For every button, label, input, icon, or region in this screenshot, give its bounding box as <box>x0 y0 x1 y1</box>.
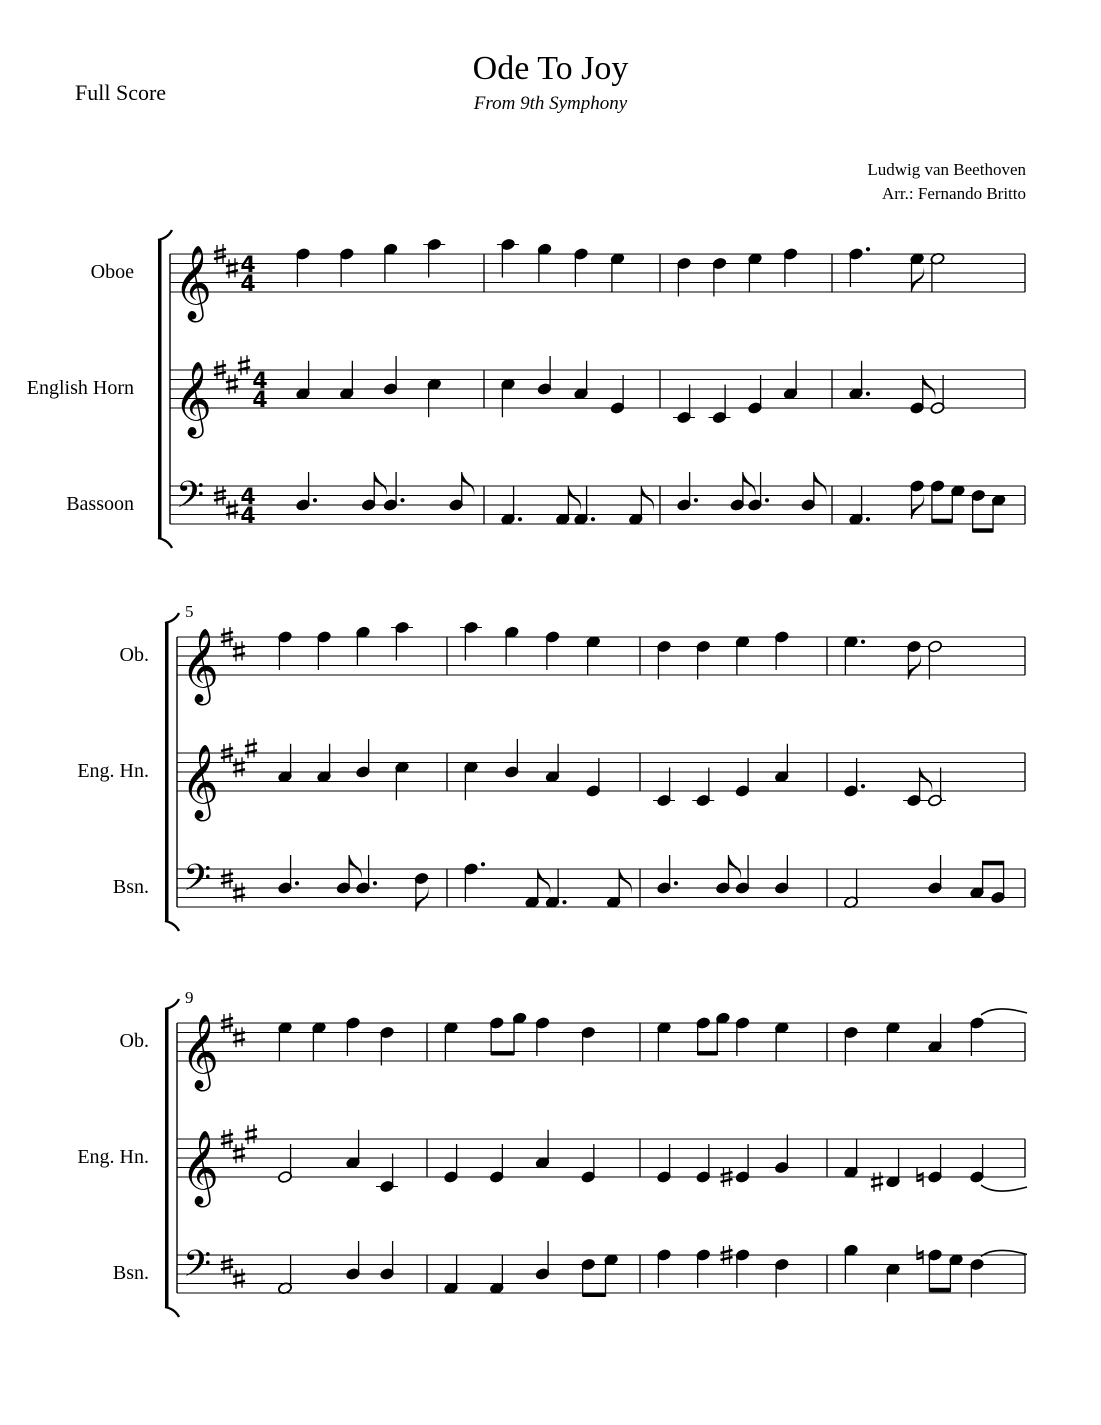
instrument-label: Eng. Hn. <box>77 1146 149 1168</box>
system-bracket <box>158 230 172 240</box>
instrument-label: Bsn. <box>112 876 149 898</box>
key-signature-sharp <box>214 249 226 252</box>
treble-clef-icon: 𝄞 <box>181 1015 219 1089</box>
instrument-label: Ob. <box>119 1030 149 1052</box>
eighth-flag <box>923 375 936 400</box>
treble-clef-icon: 𝄞 <box>181 629 219 703</box>
tie-curve <box>981 1009 1027 1015</box>
key-signature-sharp <box>221 1260 233 1263</box>
time-signature-numerator: 4 <box>240 253 256 279</box>
score-subtitle: From 9th Symphony <box>473 93 628 114</box>
augmentation-dot <box>866 247 870 251</box>
composer-credit: Ludwig van Beethoven <box>867 160 1026 179</box>
natural-accidental <box>917 1174 923 1176</box>
eighth-flag <box>462 472 475 497</box>
sharp-accidental <box>871 1184 883 1187</box>
key-signature-sharp <box>221 748 233 751</box>
sharp-accidental <box>721 1179 733 1182</box>
eighth-flag <box>912 267 925 292</box>
augmentation-dot <box>765 498 769 502</box>
instrument-label: English Horn <box>26 377 134 399</box>
augmentation-dot <box>562 900 566 904</box>
instrument-label: Ob. <box>119 644 149 666</box>
instrument-label: Eng. Hn. <box>77 760 149 782</box>
treble-clef-icon: 𝄞 <box>181 1131 219 1205</box>
treble-clef-icon: 𝄞 <box>181 745 219 819</box>
key-signature-sharp <box>214 491 226 494</box>
eighth-flag <box>416 887 429 912</box>
augmentation-dot <box>313 498 317 502</box>
key-signature-sharp <box>221 639 233 642</box>
key-signature-sharp <box>245 1129 257 1132</box>
score-title: Ode To Joy <box>472 50 629 87</box>
sharp-accidental <box>721 1257 733 1260</box>
system-bracket <box>165 921 179 931</box>
note-beam <box>983 861 1004 866</box>
system-bracket <box>158 538 172 548</box>
eighth-flag <box>568 486 581 511</box>
note-beam <box>929 1288 950 1293</box>
time-signature-denominator: 4 <box>240 272 256 298</box>
eighth-flag <box>912 494 925 519</box>
sharp-accidental <box>721 1250 733 1253</box>
instrument-label: Bsn. <box>112 1262 149 1284</box>
system-bracket <box>165 613 179 623</box>
measure-number: 9 <box>185 988 194 1007</box>
system-bracket <box>165 1009 169 1307</box>
tie-curve <box>981 1185 1027 1191</box>
instrument-label: Oboe <box>90 261 134 283</box>
eighth-flag <box>814 472 827 497</box>
augmentation-dot <box>481 862 485 866</box>
bass-clef-icon: 𝄢 <box>183 857 212 908</box>
key-signature-sharp <box>214 365 226 368</box>
instrument-label: Bassoon <box>66 493 134 515</box>
note-beam <box>698 1051 718 1056</box>
system-bracket <box>165 623 169 921</box>
note-beam <box>583 1293 606 1298</box>
augmentation-dot <box>861 784 865 788</box>
key-signature-sharp <box>214 498 226 501</box>
key-signature-sharp <box>245 743 257 746</box>
sharp-accidental <box>721 1172 733 1175</box>
key-signature-sharp <box>221 881 233 884</box>
augmentation-dot <box>373 881 377 885</box>
natural-accidental <box>917 1252 923 1254</box>
system-bracket <box>165 999 179 1009</box>
key-signature-sharp <box>221 1267 233 1270</box>
augmentation-dot <box>591 517 595 521</box>
time-signature-denominator: 4 <box>240 504 256 530</box>
arranger-credit: Arr.: Fernando Britto <box>881 184 1026 203</box>
time-signature-denominator: 4 <box>252 388 268 414</box>
key-signature-sharp <box>221 1025 233 1028</box>
augmentation-dot <box>674 881 678 885</box>
note-beam <box>973 528 993 533</box>
time-signature-numerator: 4 <box>252 369 268 395</box>
augmentation-dot <box>866 392 870 396</box>
augmentation-dot <box>866 517 870 521</box>
note-beam <box>932 519 952 524</box>
key-signature-sharp <box>221 1134 233 1137</box>
system-bracket <box>165 1307 179 1317</box>
eighth-flag <box>728 855 741 880</box>
augmentation-dot <box>861 640 865 644</box>
eighth-flag <box>920 768 933 793</box>
eighth-flag <box>374 472 387 497</box>
key-signature-sharp <box>238 360 250 363</box>
eighth-flag <box>349 855 362 880</box>
tie-curve <box>981 1250 1027 1256</box>
natural-accidental <box>917 1257 923 1259</box>
system-bracket <box>158 240 162 538</box>
natural-accidental <box>917 1179 923 1181</box>
treble-clef-icon: 𝄞 <box>174 246 212 320</box>
key-signature-sharp <box>221 632 233 635</box>
bass-clef-icon: 𝄢 <box>176 474 205 525</box>
time-signature-numerator: 4 <box>240 485 256 511</box>
key-signature-sharp <box>221 755 233 758</box>
augmentation-dot <box>295 881 299 885</box>
eighth-flag <box>538 869 551 894</box>
measure-number: 5 <box>185 602 194 621</box>
eighth-flag <box>619 869 632 894</box>
eighth-flag <box>641 486 654 511</box>
key-signature-sharp <box>214 372 226 375</box>
key-signature-sharp <box>214 256 226 259</box>
score-type-label: Full Score <box>75 80 167 105</box>
key-signature-sharp <box>221 1141 233 1144</box>
augmentation-dot <box>694 498 698 502</box>
augmentation-dot <box>400 498 404 502</box>
note-beam <box>491 1051 514 1056</box>
key-signature-sharp <box>221 1018 233 1021</box>
eighth-flag <box>743 472 756 497</box>
augmentation-dot <box>518 517 522 521</box>
key-signature-sharp <box>221 874 233 877</box>
eighth-flag <box>908 655 921 680</box>
treble-clef-icon: 𝄞 <box>174 362 212 436</box>
bass-clef-icon: 𝄢 <box>183 1243 212 1294</box>
